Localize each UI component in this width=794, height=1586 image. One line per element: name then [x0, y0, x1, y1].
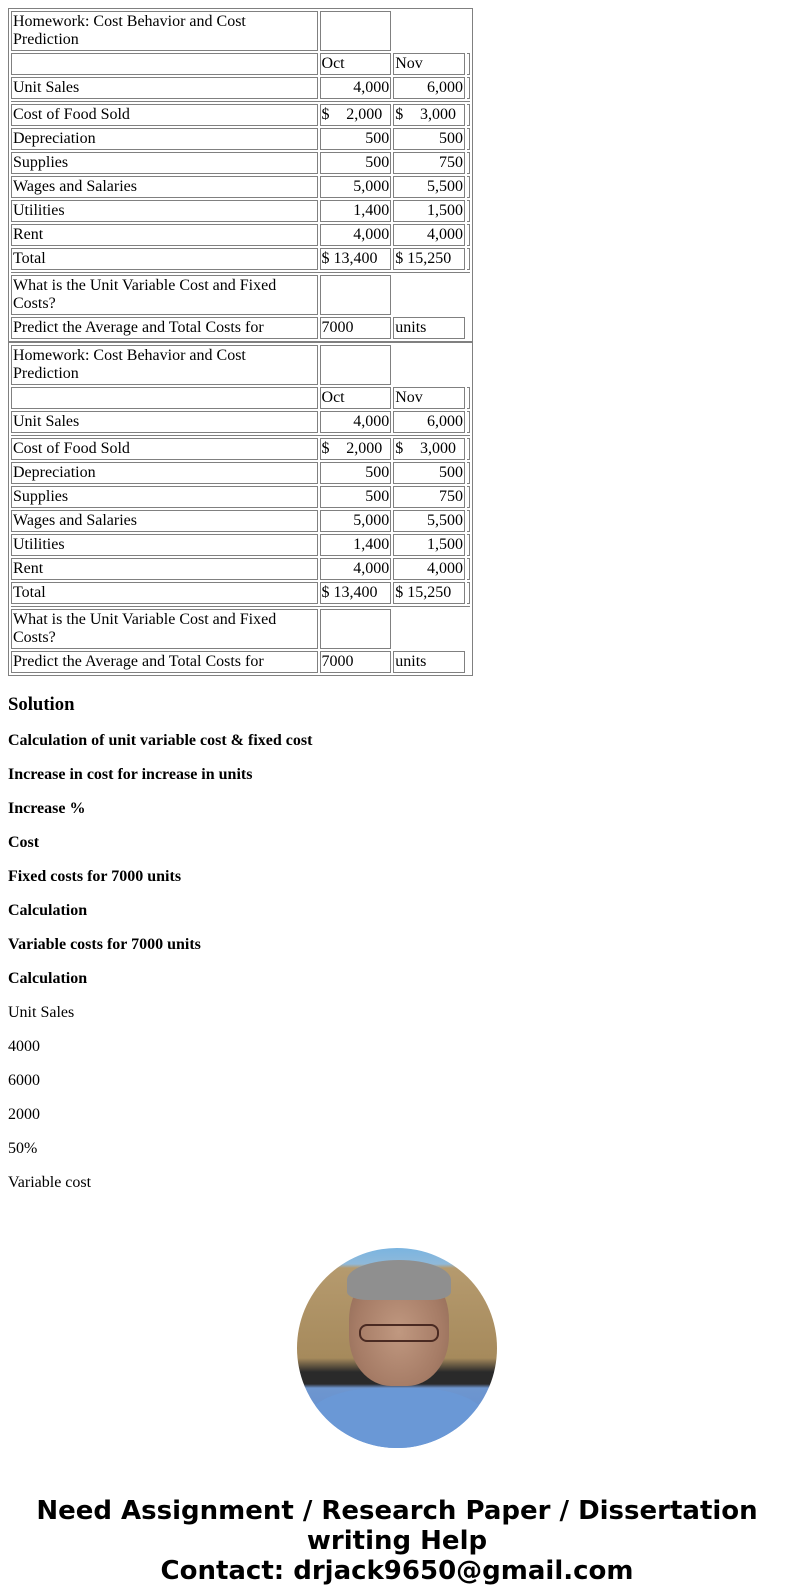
cell-nov: 750 — [393, 486, 465, 508]
avatar-hair — [347, 1260, 451, 1300]
row-label: Wages and Salaries — [11, 176, 318, 198]
cell-oct: 5,000 — [320, 176, 392, 198]
table-title-row — [11, 345, 470, 385]
cell-oct: 5,000 — [320, 510, 392, 532]
cell-oct: $ 13,400 — [320, 582, 392, 604]
cell-nov: 1,500 — [393, 534, 465, 556]
cell-nov: $ 15,250 — [393, 248, 465, 270]
table-title: Homework: Cost Behavior and Cost Prediction — [11, 11, 318, 51]
cell-nov: 500 — [393, 128, 465, 150]
answer-cell — [320, 609, 392, 649]
solution-step: Fixed costs for 7000 units — [8, 868, 182, 885]
cell-nov — [393, 438, 465, 460]
cell-nov: 6,000 — [393, 411, 465, 433]
column-header-oct: Oct — [320, 387, 392, 409]
row-label: Wages and Salaries — [11, 510, 318, 532]
question-text: What is the Unit Variable Cost and Fixed Costs? — [11, 609, 318, 649]
solution-step: Calculation — [8, 902, 88, 919]
solution-section — [8, 694, 786, 1192]
table-row-total — [11, 582, 470, 604]
divider — [11, 272, 470, 273]
cell-oct — [320, 438, 392, 460]
cost-table-2 — [8, 342, 473, 676]
table-row-cost-of-food-sold — [11, 438, 470, 460]
cell-oct: 4,000 — [320, 224, 392, 246]
cell-nov: 4,000 — [393, 558, 465, 580]
units-value: 7000 — [320, 317, 392, 339]
column-header-row — [11, 53, 470, 75]
solution-line: Variable cost — [8, 1174, 92, 1191]
solution-step: Cost — [8, 834, 40, 851]
row-label: Cost of Food Sold — [11, 438, 318, 460]
row-label: Cost of Food Sold — [11, 104, 318, 126]
row-label: Total — [11, 582, 318, 604]
row-label: Rent — [11, 224, 318, 246]
cell-oct: 500 — [320, 128, 392, 150]
row-label: Utilities — [11, 200, 318, 222]
row-label: Depreciation — [11, 462, 318, 484]
solution-step: Increase in cost for increase in units — [8, 766, 253, 783]
promo-banner — [0, 1496, 794, 1586]
question-text: Predict the Average and Total Costs for — [11, 651, 318, 673]
amount: 2,000 — [346, 440, 383, 457]
units-value: 7000 — [320, 651, 392, 673]
currency-symbol: $ — [321, 440, 330, 457]
row-label: Supplies — [11, 486, 318, 508]
author-avatar — [297, 1248, 497, 1448]
cell-oct: 4,000 — [320, 411, 392, 433]
promo-line-1: Need Assignment / Research Paper / Dissertation — [36, 1496, 758, 1526]
cell-oct — [320, 104, 392, 126]
solution-step: Variable costs for 7000 units — [8, 936, 201, 953]
table-row-utilities — [11, 534, 470, 556]
solution-step: Increase % — [8, 800, 86, 817]
row-label: Utilities — [11, 534, 318, 556]
table-row-supplies — [11, 486, 470, 508]
avatar-shirt — [307, 1388, 487, 1448]
table-row-depreciation — [11, 462, 470, 484]
answer-cell — [320, 275, 392, 315]
question-row-2 — [11, 651, 470, 673]
cell-oct: 500 — [320, 486, 392, 508]
divider — [11, 101, 470, 102]
table-row-supplies — [11, 152, 470, 174]
row-label: Supplies — [11, 152, 318, 174]
amount: 2,000 — [346, 106, 383, 123]
table-title: Homework: Cost Behavior and Cost Prediction — [11, 345, 318, 385]
table-row-wages — [11, 176, 470, 198]
empty-cell — [11, 53, 318, 75]
row-label: Unit Sales — [11, 411, 318, 433]
amount: 3,000 — [419, 440, 456, 457]
table-row-unit-sales — [11, 411, 470, 433]
cell-nov: 4,000 — [393, 224, 465, 246]
cell-oct: $ 13,400 — [320, 248, 392, 270]
table-title-row — [11, 11, 470, 51]
solution-step: Calculation — [8, 970, 88, 987]
table-row-unit-sales — [11, 77, 470, 99]
promo-line-2: writing Help — [306, 1526, 488, 1556]
currency-symbol: $ — [321, 106, 330, 123]
divider — [11, 606, 470, 607]
row-label: Rent — [11, 558, 318, 580]
solution-line: 2000 — [8, 1106, 40, 1123]
column-header-oct: Oct — [320, 53, 392, 75]
question-row-1 — [11, 609, 470, 649]
cell-oct: 1,400 — [320, 534, 392, 556]
cell-nov: 750 — [393, 152, 465, 174]
cell-oct: 4,000 — [320, 77, 392, 99]
cell-oct: 500 — [320, 152, 392, 174]
cell-nov: 1,500 — [393, 200, 465, 222]
solution-line: 50% — [8, 1140, 38, 1157]
question-row-2 — [11, 317, 470, 339]
cell-nov: 5,500 — [393, 176, 465, 198]
table-row-cost-of-food-sold — [11, 104, 470, 126]
promo-contact: Contact: drjack9650@gmail.com — [160, 1556, 634, 1586]
question-row-1 — [11, 275, 470, 315]
question-text: Predict the Average and Total Costs for — [11, 317, 318, 339]
empty-cell — [11, 387, 318, 409]
question-text: What is the Unit Variable Cost and Fixed Costs? — [11, 275, 318, 315]
avatar-container — [0, 1248, 794, 1448]
table-row-total — [11, 248, 470, 270]
amount: 3,000 — [419, 106, 456, 123]
cell-nov: $ 15,250 — [393, 582, 465, 604]
cell-oct: 4,000 — [320, 558, 392, 580]
solution-step: Calculation of unit variable cost & fixed cost — [8, 732, 313, 749]
empty-cell — [320, 11, 392, 51]
avatar-glasses — [359, 1324, 439, 1342]
solution-line: Unit Sales — [8, 1004, 75, 1021]
solution-heading: Solution — [8, 694, 75, 715]
cell-oct: 1,400 — [320, 200, 392, 222]
cost-table-1 — [8, 8, 473, 342]
currency-symbol: $ — [395, 106, 404, 123]
cell-nov: 500 — [393, 462, 465, 484]
solution-line: 6000 — [8, 1072, 40, 1089]
column-header-nov: Nov — [393, 387, 465, 409]
row-label: Total — [11, 248, 318, 270]
units-label: units — [393, 317, 465, 339]
cell-nov: 6,000 — [393, 77, 465, 99]
empty-cell — [320, 345, 392, 385]
table-row-depreciation — [11, 128, 470, 150]
table-row-rent — [11, 558, 470, 580]
table-row-rent — [11, 224, 470, 246]
row-label: Unit Sales — [11, 77, 318, 99]
row-label: Depreciation — [11, 128, 318, 150]
cell-oct: 500 — [320, 462, 392, 484]
cell-nov — [393, 104, 465, 126]
solution-line: 4000 — [8, 1038, 40, 1055]
table-row-utilities — [11, 200, 470, 222]
column-header-nov: Nov — [393, 53, 465, 75]
units-label: units — [393, 651, 465, 673]
table-row-wages — [11, 510, 470, 532]
divider — [11, 435, 470, 436]
cell-nov: 5,500 — [393, 510, 465, 532]
currency-symbol: $ — [395, 440, 404, 457]
column-header-row — [11, 387, 470, 409]
